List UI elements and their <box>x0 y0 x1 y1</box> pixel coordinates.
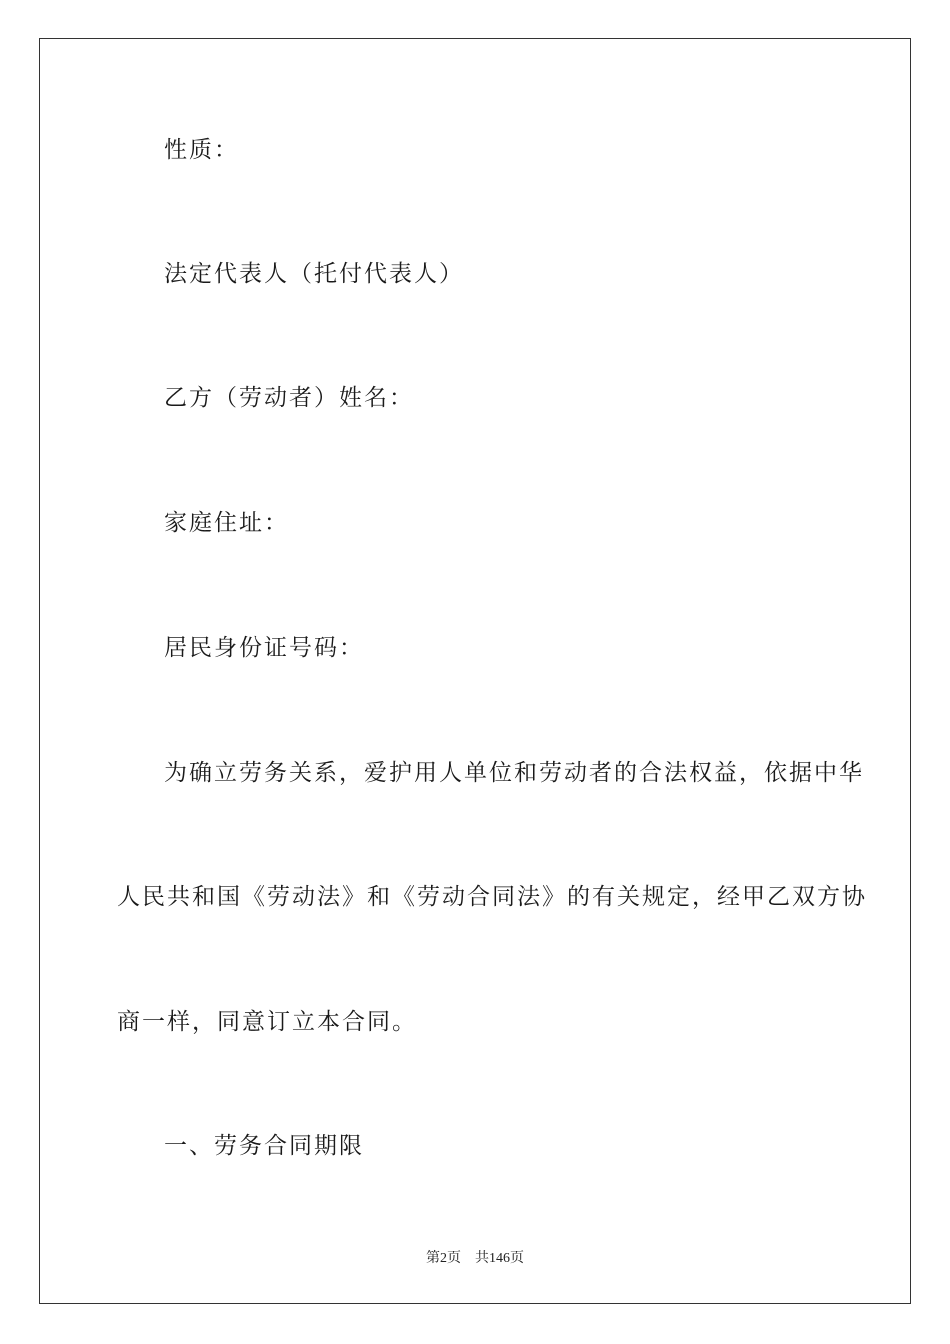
paragraph-line-2: 人民共和国《劳动法》和《劳动合同法》的有关规定，经甲乙双方协 <box>117 884 867 910</box>
field-nature: 性质： <box>164 137 239 163</box>
field-home-address: 家庭住址： <box>164 510 289 536</box>
page-number-footer: 第2页 共146页 <box>426 1251 524 1266</box>
section-heading-contract-term: 一、劳务合同期限 <box>164 1133 364 1159</box>
field-party-b-name: 乙方（劳动者）姓名： <box>164 385 414 411</box>
paragraph-line-1: 为确立劳务关系，爱护用人单位和劳动者的合法权益，依据中华 <box>164 760 864 786</box>
field-legal-representative: 法定代表人（托付代表人） <box>164 261 464 287</box>
page-border <box>39 38 911 1304</box>
field-id-number: 居民身份证号码： <box>164 635 364 661</box>
paragraph-line-3: 商一样，同意订立本合同。 <box>117 1009 417 1035</box>
